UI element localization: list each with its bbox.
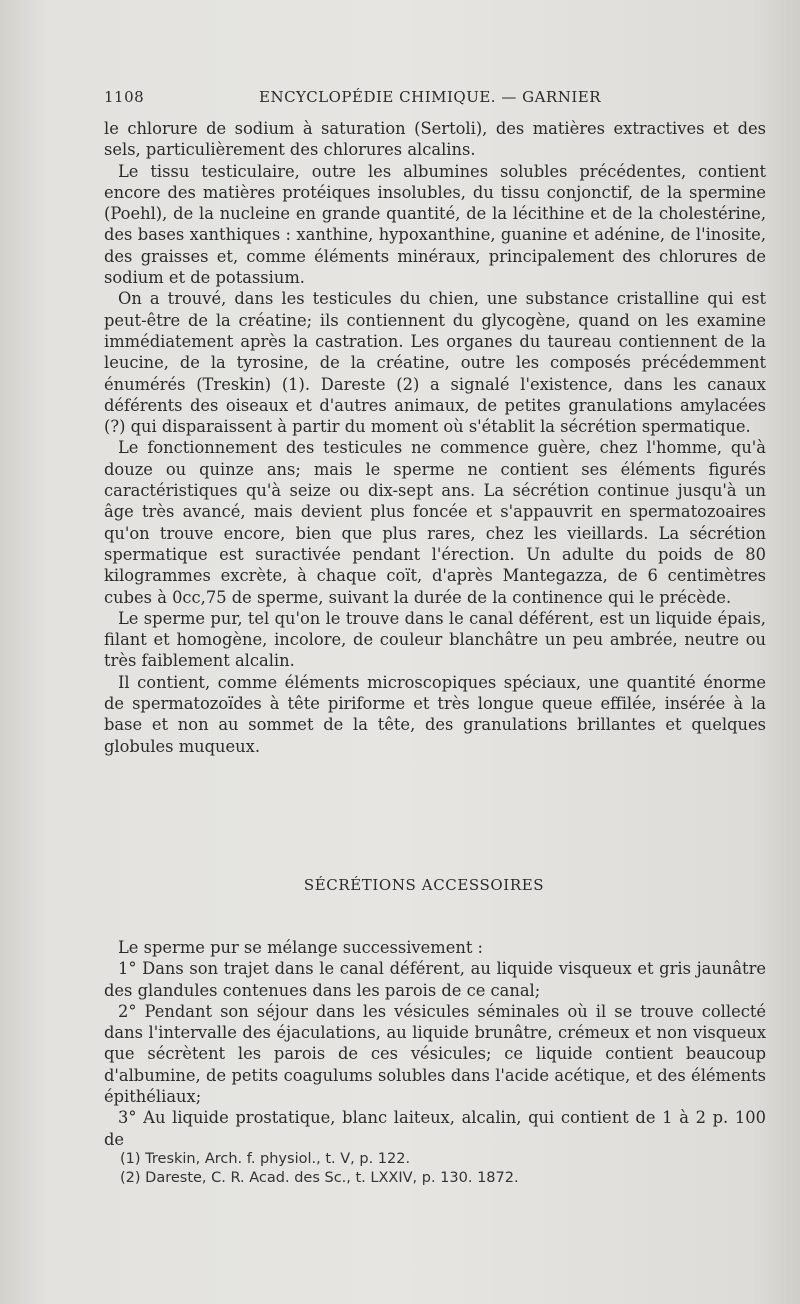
paragraph: 3° Au liquide prostatique, blanc laiteux, alcalin, qui contient de 1 à 2 p. 100 de xyxy=(104,1108,766,1149)
footnote: (2) Dareste, C. R. Acad. des Sc., t. LXXIV, p. 130. 1872. xyxy=(120,1170,519,1186)
paragraph: Le fonctionnement des testicules ne commence guère, chez l'homme, qu'à douze ou quinze ans; mais le sperme ne contient ses éléments figurés caractéristiques qu'à seize ou dix-sept ans. La sécrétion continue jusqu'à un âge très avancé, mais devient plus foncée et s'appauvrit en spermatozoaires qu'on trouve encore, bien que plus rares, chez les vieillards. La sécrétion spermatique est suractivée pendant l'érection. Un adulte du poids de 80 kilogrammes excrète, à chaque coït, d'après Mantegazza, de 6 centimètres cubes à 0cc,75 de sperme, suivant la durée de la continence qui le précède. xyxy=(104,438,766,607)
section-text xyxy=(104,937,766,1150)
paragraph: On a trouvé, dans les testicules du chien, une substance cristalline qui est peut-être de la créatine; ils contiennent du glycogène, quand on les examine immédiatement après la castration. Les organes du taureau contiennent de la leucine, de la tyrosine, de la créatine, outre les composés précédemment énumérés (Treskin) (1). Dareste (2) a signalé l'existence, dans les canaux déférents des oiseaux et d'autres animaux, de petites granulations amylacées (?) qui disparaissent à partir du moment où s'établit la sécrétion spermatique. xyxy=(104,289,766,437)
running-header xyxy=(104,88,770,112)
page-number: 1108 xyxy=(104,88,145,106)
footnotes xyxy=(120,1150,760,1188)
section-title: SÉCRÉTIONS ACCESSOIRES xyxy=(303,876,545,894)
running-title: ENCYCLOPÉDIE CHIMIQUE. — GARNIER xyxy=(259,88,602,106)
paragraph: Il contient, comme éléments microscopiques spéciaux, une quantité énorme de spermatozoïdes à tête piriforme et très longue queue effilée, insérée à la base et non au sommet de la tête, des granulations brillantes et quelques globules muqueux. xyxy=(104,672,766,756)
footnote: (1) Treskin, Arch. f. physiol., t. V, p. 122. xyxy=(120,1151,411,1167)
paragraph: le chlorure de sodium à saturation (Sertoli), des matières extractives et des sels, particulièrement des chlorures alcalins. xyxy=(104,119,766,160)
main-text xyxy=(104,118,766,757)
paragraph: Le tissu testiculaire, outre les albumines solubles précédentes, contient encore des matières protéiques insolubles, du tissu conjonctif, de la spermine (Poehl), de la nucleine en grande quantité, de la lécithine et de la cholestérine, des bases xanthiques : xanthine, hypoxanthine, guanine et adénine, de l'inosite, des graisses et, comme éléments minéraux, principalement des chlorures de sodium et de potassium. xyxy=(104,161,766,288)
paragraph: 1° Dans son trajet dans le canal déférent, au liquide visqueux et gris jaunâtre des glandules contenues dans les parois de ce canal; xyxy=(104,959,766,1000)
paragraph: Le sperme pur se mélange successivement : xyxy=(118,938,484,957)
paragraph: Le sperme pur, tel qu'on le trouve dans le canal déférent, est un liquide épais, filant et homogène, incolore, de couleur blanchâtre un peu ambrée, neutre ou très faiblement alcalin. xyxy=(104,608,766,671)
paragraph: 2° Pendant son séjour dans les vésicules séminales où il se trouve collecté dans l'intervalle des éjaculations, au liquide brunâtre, crémeux et non visqueux que sécrètent les parois de ces vésicules; ce liquide contient beaucoup d'albumine, de petits coagulums solubles dans l'acide acétique, et des éléments épithéliaux; xyxy=(104,1001,766,1107)
